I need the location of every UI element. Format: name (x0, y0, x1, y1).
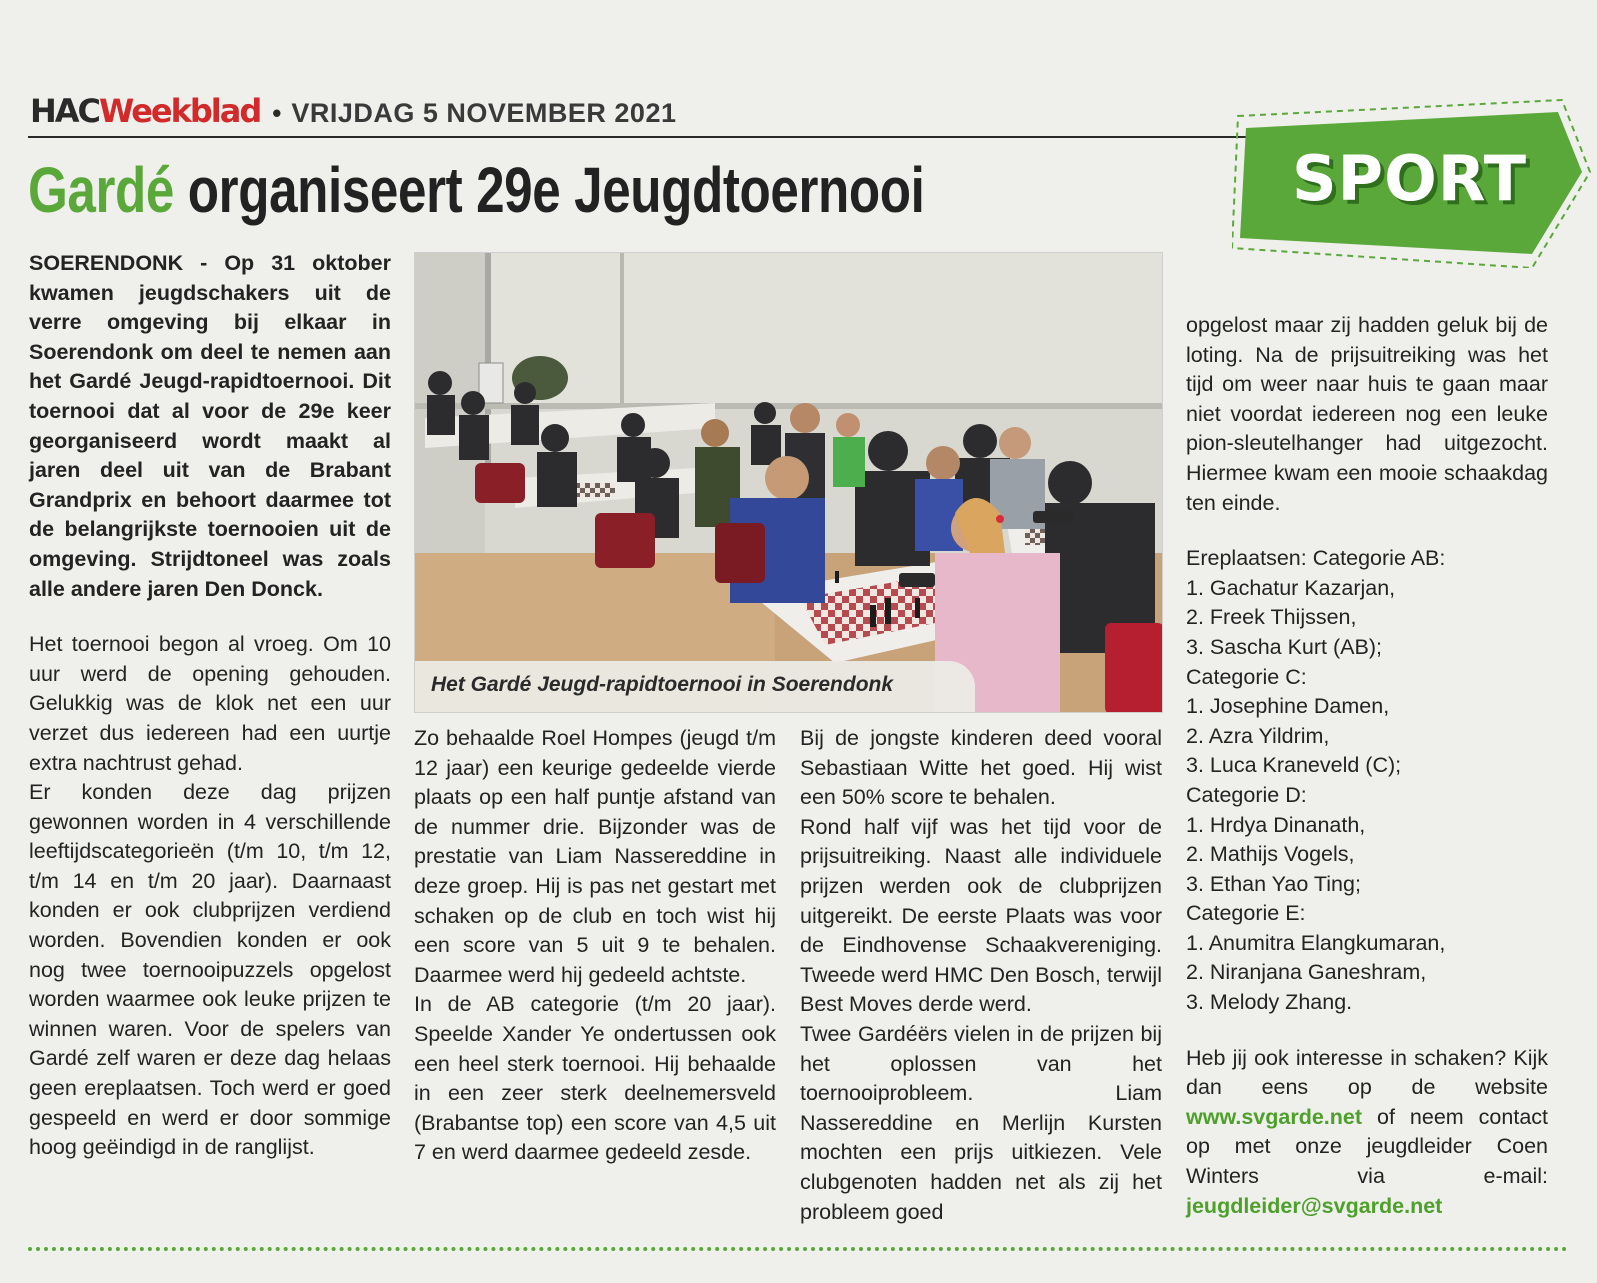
paragraph: In de AB categorie (t/m 20 jaar). Speelde Xander Ye ondertussen ook een heel sterk toernooi. Hij behaalde in een zeer sterk deelnemersveld (Brabantse top) een score van 4,5 uit 7 en werd daarmee gedeeld zesde. (414, 992, 776, 1165)
paragraph: Zo behaalde Roel Hompes (jeugd t/m 12 jaar) een keurige gedeelde vierde plaats op een half puntje afstand van de nummer drie. Bijzonder was de prestatie van Liam Nassereddine in deze groep. Hij is pas net gestart met schaken op de club en toch wist hij een score van 5 uit 9 te behalen. Daarmee werd hij gedeeld achtste. (414, 726, 776, 987)
masthead-rule (28, 136, 1258, 138)
bottom-dotted-rule (28, 1247, 1568, 1251)
brand-name-part2: Weekblad (99, 92, 261, 130)
article-column-2 (414, 724, 776, 1168)
results-line: 3. Luca Kraneveld (C); (1186, 753, 1402, 778)
results-line: 3. Melody Zhang. (1186, 990, 1353, 1015)
results-line: 1. Josephine Damen, (1186, 694, 1390, 719)
closing-text: Heb jij ook interesse in schaken? Kijk dan eens op de website (1186, 1045, 1548, 1100)
results-line: 3. Ethan Yao Ting; (1186, 871, 1361, 896)
closing-paragraph (1186, 1044, 1548, 1222)
article-headline (28, 150, 924, 230)
results-line: Ereplaatsen: Categorie AB: (1186, 546, 1446, 571)
paragraph: Bij de jongste kinderen deed vooral Sebastiaan Witte het goed. Hij wist een 50% score te behalen. (800, 726, 1162, 810)
dateline: SOERENDONK (29, 251, 184, 275)
paragraph: Er konden deze dag prijzen gewonnen worden in 4 verschillende leeftijdscategorieën (t/m 10, t/m 12, t/m 14 en t/m 20 jaar). Daarnaast konden er ook clubprijzen verdiend worden. Bovendien konden er ook nog twee toernooipuzzels opgelost worden waarmee ook leuke prijzen te winnen waren. Voor de spelers van Gardé zelf waren er deze dag helaas geen ereplaatsen. Toch werd er goed gespeeld en werd er door sommige hoog geëindigd in de ranglijst. (29, 780, 391, 1160)
masthead (30, 92, 676, 132)
paragraph: Rond half vijf was het tijd voor de prijsuitreiking. Naast alle individuele prijzen werden ook de clubprijzen uitgereikt. De eerste Plaats was voor de Eindhovense Schaakvereniging. Tweede werd HMC Den Bosch, terwijl Best Moves derde werd. (800, 814, 1162, 1017)
paragraph: opgelost maar zij hadden geluk bij de loting. Na de prijsuitreiking was het tijd om weer naar huis te gaan maar niet voordat iedereen nog een leuke pion-sleutelhanger had uitgezocht. Hiermee kwam een mooie schaakdag ten einde. (1186, 313, 1548, 515)
section-label: SPORT (1292, 142, 1528, 215)
closing-text: of neem contact op met onze jeugdleider Coen Winters via e-mail: (1186, 1104, 1548, 1189)
headline-rest: organiseert 29e Jeugdtoernooi (173, 154, 925, 226)
brand-name-part1: HAC (30, 92, 100, 130)
results-line: 2. Niranjana Ganeshram, (1186, 960, 1427, 985)
section-badge (1232, 98, 1592, 268)
results-line: 3. Sascha Kurt (AB); (1186, 634, 1382, 659)
paragraph: Het toernooi begon al vroeg. Om 10 uur werd de opening gehouden. Gelukkig was de klok net een uur verzet dus iedereen had een uurtje extra nachtrust gehad. (29, 632, 391, 775)
email-link[interactable]: jeugdleider@svgarde.net (1186, 1193, 1443, 1218)
results-line: 2. Azra Yildrim, (1186, 723, 1330, 748)
results-line: 2. Mathijs Vogels, (1186, 842, 1355, 867)
intro-text: - Op 31 oktober kwamen jeugdschakers uit de verre omgeving bij elkaar in Soerendonk om deel te nemen aan het Gardé Jeugd-rapidtoernooi. Dit toernooi dat al voor de 29e keer georganiseerd wordt maakt al jaren deel uit van de Brabant Grandprix en behoort daarmee tot de belangrijkste toernooien uit de omgeving. Strijdtoneel was zoals alle andere jaren Den Donck. (29, 251, 391, 601)
chess-tournament-photo (415, 253, 1163, 713)
article-column-3 (800, 724, 1162, 1227)
headline-highlight: Gardé (28, 154, 174, 226)
website-link[interactable]: www.svgarde.net (1186, 1104, 1363, 1129)
article-column-4 (1186, 311, 1548, 1221)
results-line: Categorie C: (1186, 664, 1307, 689)
issue-date: VRIJDAG 5 NOVEMBER 2021 (291, 98, 677, 128)
paragraph: Twee Gardéërs vielen in de prijzen bij het oplossen van het toernooiprobleem. Liam Nassereddine en Merlijn Kursten mochten een prijs uitkiezen. Vele clubgenoten hadden net als zij het probleem goed (800, 1021, 1162, 1224)
results-line: 1. Anumitra Elangkumaran, (1186, 930, 1446, 955)
photo-caption-box (415, 661, 975, 713)
results-line: Categorie E: (1186, 901, 1306, 926)
results-line: 1. Gachatur Kazarjan, (1186, 575, 1396, 600)
results-line: 2. Freek Thijssen, (1186, 605, 1357, 630)
article-photo (414, 252, 1163, 713)
results-line: 1. Hrdya Dinanath, (1186, 812, 1366, 837)
article-intro (29, 249, 391, 604)
results-list (1186, 544, 1548, 1018)
results-line: Categorie D: (1186, 782, 1307, 807)
photo-caption: Het Gardé Jeugd-rapidtoernooi in Soerendonk (431, 673, 894, 696)
masthead-separator: • (272, 98, 282, 128)
article-column-1 (29, 249, 391, 1163)
